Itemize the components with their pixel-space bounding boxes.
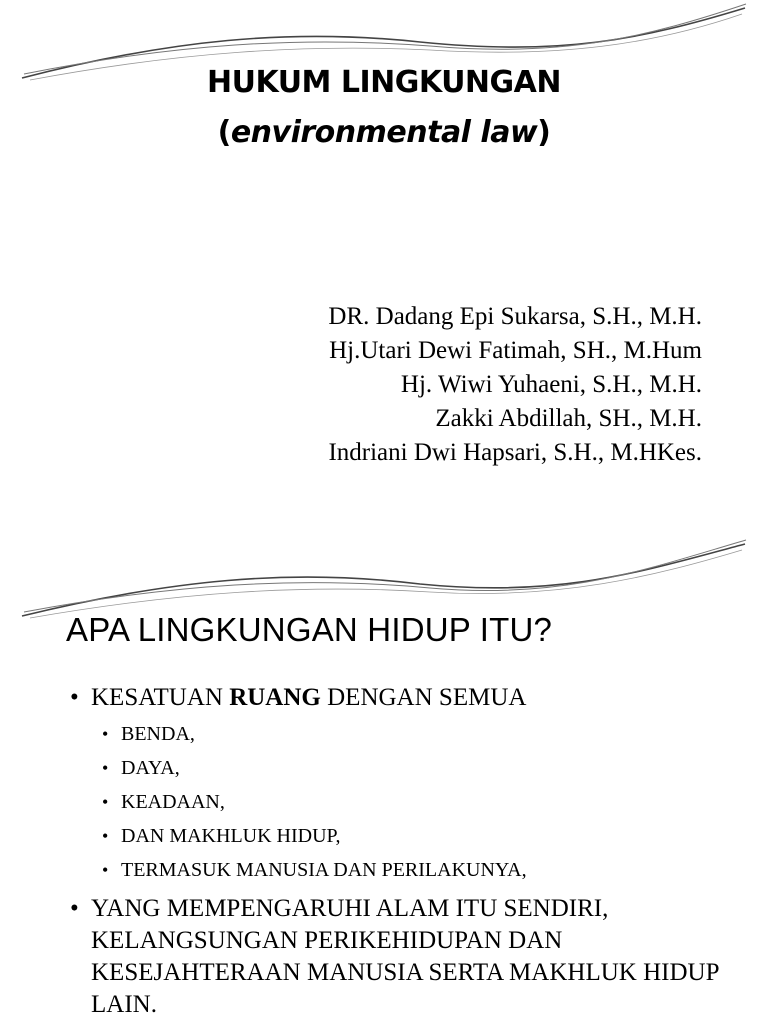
bullet-icon: • xyxy=(102,724,109,744)
sub-bullet-text: KEADAAN, xyxy=(121,791,225,813)
author-name: Indriani Dwi Hapsari, S.H., M.HKes. xyxy=(328,439,702,466)
bullet-list xyxy=(70,681,738,1023)
bullet-icon: • xyxy=(70,684,79,711)
bullet-text: DENGAN SEMUA xyxy=(320,684,527,711)
bullet-icon: • xyxy=(102,826,109,846)
sub-bullet-item xyxy=(102,785,738,819)
bullet-icon: • xyxy=(102,758,109,778)
author-name: Zakki Abdillah, SH., M.H. xyxy=(435,405,702,432)
bullet-bold-text: RUANG xyxy=(229,684,321,711)
slide-divider xyxy=(0,520,768,528)
slide-title-heading: HUKUM LINGKUNGAN xyxy=(207,65,561,100)
paren-close: ) xyxy=(537,115,551,150)
bullet-icon: • xyxy=(102,860,109,880)
bullet-item xyxy=(70,681,738,714)
sub-bullet-text: DAYA, xyxy=(121,757,180,779)
sub-bullet-text: TERMASUK MANUSIA DAN PERILAKUNYA, xyxy=(121,859,527,881)
author-name: DR. Dadang Epi Sukarsa, S.H., M.H. xyxy=(328,303,702,330)
slide-subtitle xyxy=(0,112,768,154)
bullet-item xyxy=(70,893,738,1021)
sub-bullet-text: DAN MAKHLUK HIDUP, xyxy=(121,825,341,847)
sub-bullet-item xyxy=(102,819,738,853)
slide-content xyxy=(0,528,768,1024)
author-name: Hj.Utari Dewi Fatimah, SH., M.Hum xyxy=(329,337,702,364)
sub-bullet-list xyxy=(102,717,738,887)
author-list xyxy=(328,300,702,470)
bullet-text: YANG MEMPENGARUHI ALAM ITU SENDIRI, KELANGSUNGAN PERIKEHIDUPAN DAN KESEJAHTERAAN MANUSIA SERTA MAKHLUK HIDUP LAIN. xyxy=(91,895,719,1018)
bullet-icon: • xyxy=(102,792,109,812)
paren-open: ( xyxy=(217,115,231,150)
sub-bullet-text: BENDA, xyxy=(121,723,195,745)
author-name: Hj. Wiwi Yuhaeni, S.H., M.H. xyxy=(400,371,702,398)
slide-heading: APA LINGKUNGAN HIDUP ITU? xyxy=(66,611,553,648)
sub-bullet-item xyxy=(102,717,738,751)
bullet-icon: • xyxy=(70,895,79,922)
subtitle-italic: environmental law xyxy=(230,115,538,150)
sub-bullet-item xyxy=(102,751,738,785)
sub-bullet-item xyxy=(102,853,738,887)
bullet-text: KESATUAN xyxy=(91,684,230,711)
